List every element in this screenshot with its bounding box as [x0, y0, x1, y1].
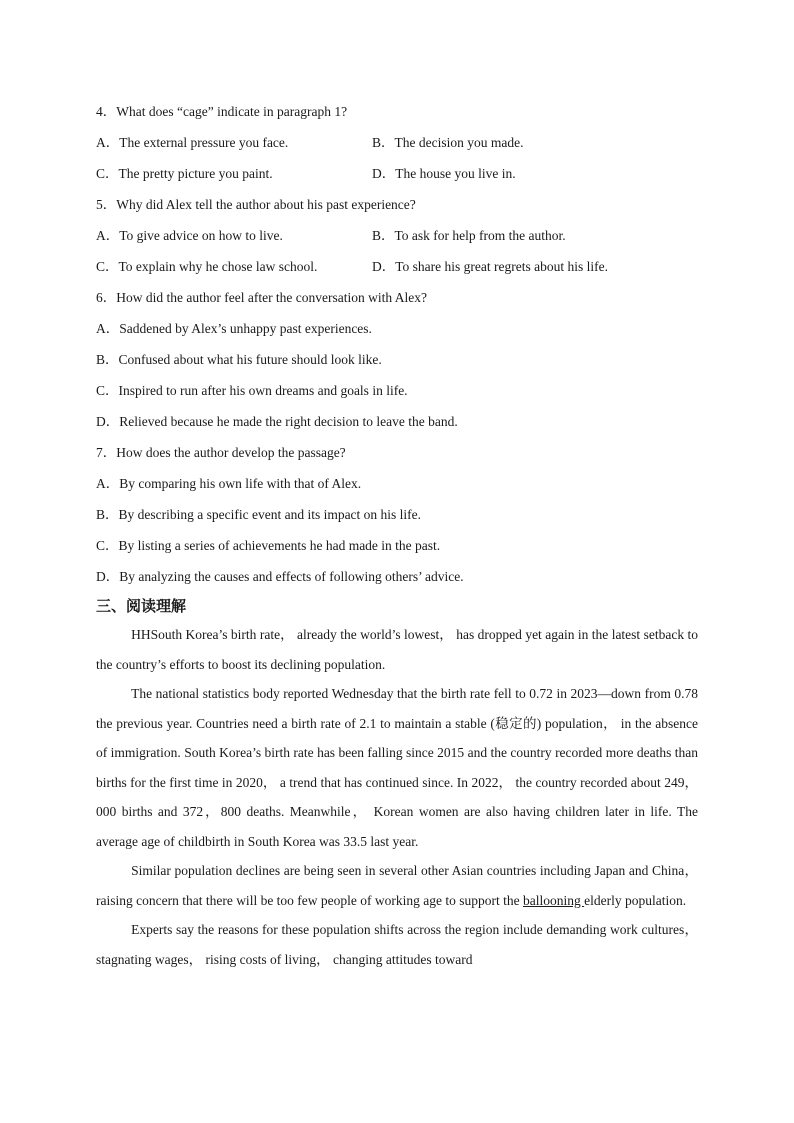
question-7-option-a: A．By comparing his own life with that of Alex. [96, 476, 362, 491]
question-7-option-c: C．By listing a series of achievements he had made in the past. [96, 538, 441, 553]
question-4-option-a: A．The external pressure you face. [96, 135, 289, 150]
question-4-stem: 4．What does “cage” indicate in paragraph 1? [96, 104, 348, 119]
section-heading: 三、阅读理解 [96, 597, 187, 615]
question-5-options-row-2 [96, 251, 698, 282]
question-6-option-b: B．Confused about what his future should look like. [96, 352, 382, 367]
passage-text: HHSouth Korea’s birth rate， already the world’s lowest， has dropped yet again in the latest setback to the country’s efforts to boost its declining population. [96, 627, 698, 672]
document-page [96, 96, 698, 974]
passage-paragraph-3 [96, 856, 698, 915]
question-4-option-b: B．The decision you made. [372, 135, 524, 150]
question-4-options-row-2 [96, 158, 698, 189]
reading-passage [96, 620, 698, 974]
question-5-options-row-1 [96, 220, 698, 251]
question-6-option-a: A．Saddened by Alex’s unhappy past experiences. [96, 321, 372, 336]
question-6-option-d: D．Relieved because he made the right decision to leave the band. [96, 414, 458, 429]
passage-text: The national statistics body reported Wednesday that the birth rate fell to 0.72 in 2023—down from 0.78 the previous year. Countries need a birth rate of 2.1 to maintain a stable (稳定的) population， in the absence of immigration. South Korea’s birth rate has been falling since 2015 and the country recorded more deaths than births for the first time in 2020， a trend that has continued since. In 2022， the country recorded about 249， 000 births and 372，800 deaths. Meanwhile， Korean women are also having children later in life. The average age of childbirth in South Korea was 33.5 last year. [96, 686, 698, 849]
question-4-option-c: C．The pretty picture you paint. [96, 166, 273, 181]
passage-paragraph-2 [96, 679, 698, 856]
passage-text: Experts say the reasons for these population shifts across the region include demanding work cultures， stagnating wages， rising costs of living， changing attitudes toward [96, 922, 698, 967]
question-5-option-a: A．To give advice on how to live. [96, 228, 283, 243]
question-5-stem: 5．Why did Alex tell the author about his past experience? [96, 197, 416, 212]
question-6-stem: 6．How did the author feel after the conversation with Alex? [96, 290, 428, 305]
question-7-stem: 7．How does the author develop the passage? [96, 445, 346, 460]
question-5-option-b: B．To ask for help from the author. [372, 228, 566, 243]
question-4-option-d: D．The house you live in. [372, 166, 516, 181]
question-7-option-d: D．By analyzing the causes and effects of following others’ advice. [96, 569, 464, 584]
question-6-option-c: C．Inspired to run after his own dreams and goals in life. [96, 383, 408, 398]
question-4-options-row-1 [96, 127, 698, 158]
question-5-option-c: C．To explain why he chose law school. [96, 259, 318, 274]
passage-paragraph-4 [96, 915, 698, 974]
underlined-word-ballooning: ballooning [523, 892, 585, 908]
passage-text: Similar population declines are being seen in several other Asian countries including Japan and China， raising concern that there will be too few people of working age to support the [96, 863, 698, 908]
passage-paragraph-1 [96, 620, 698, 679]
question-5-option-d: D．To share his great regrets about his life. [372, 259, 608, 274]
question-7-option-b: B．By describing a specific event and its impact on his life. [96, 507, 422, 522]
passage-text: elderly population. [584, 892, 687, 908]
